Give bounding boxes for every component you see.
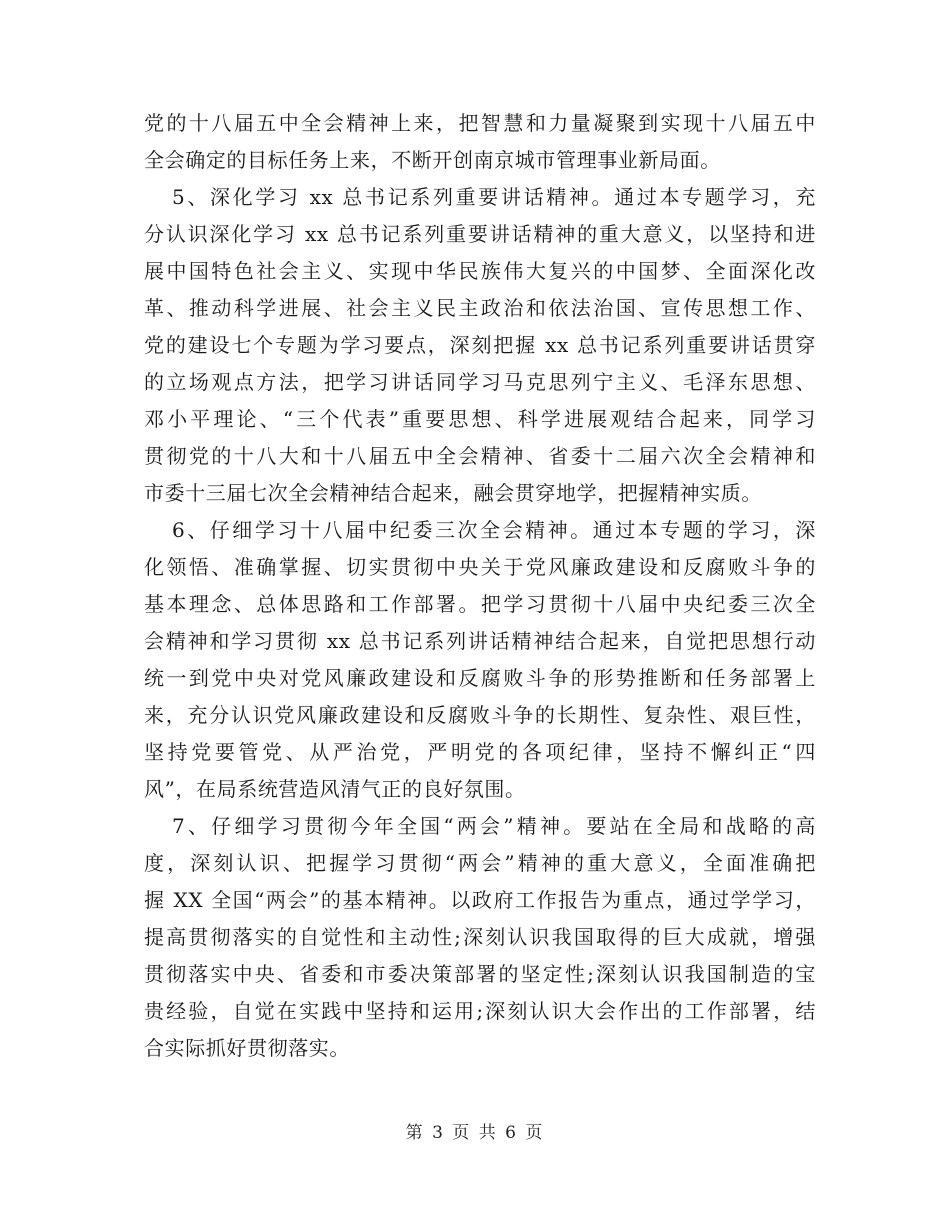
text-line: 的立场观点方法，把学习讲话同学习马克思列宁主义、毛泽东思想、 [144, 370, 816, 394]
text-line: 合实际抓好贯彻落实。 [144, 1036, 350, 1060]
text-line: 贯彻党的十八大和十八届五中全会精神、省委十二届六次全会精神和 [144, 444, 816, 468]
text-line: 来，充分认识党风廉政建设和反腐败斗争的长期性、复杂性、艰巨性， [144, 703, 816, 727]
text-line: 邓小平理论、“三个代表”重要思想、科学进展观结合起来，同学习 [144, 407, 816, 431]
page-number-footer: 第 3 页 共 6 页 [405, 1123, 545, 1143]
text-line: 展中国特色社会主义、实现中华民族伟大复兴的中国梦、全面深化改 [144, 259, 816, 283]
text-line: 党的十八届五中全会精神上来，把智慧和力量凝聚到实现十八届五中 [144, 111, 816, 135]
text-line: 全会确定的目标任务上来，不断开创南京城市管理事业新局面。 [144, 148, 721, 172]
text-line: 5、深化学习 xx 总书记系列重要讲话精神。通过本专题学习，充 [172, 185, 816, 209]
text-line: 坚持党要管党、从严治党，严明党的各项纪律，坚持不懈纠正“四 [144, 740, 816, 764]
text-line: 革、推动科学进展、社会主义民主政治和依法治国、宣传思想工作、 [144, 296, 816, 320]
text-line: 贵经验，自觉在实践中坚持和运用;深刻认识大会作出的工作部署，结 [144, 999, 816, 1023]
text-line: 党的建设七个专题为学习要点，深刻把握 xx 总书记系列重要讲话贯穿 [144, 333, 816, 357]
text-line: 会精神和学习贯彻 xx 总书记系列讲话精神结合起来，自觉把思想行动 [144, 629, 816, 653]
text-line: 分认识深化学习 xx 总书记系列重要讲话精神的重大意义，以坚持和进 [144, 222, 816, 246]
text-line: 市委十三届七次全会精神结合起来，融会贯穿地学，把握精神实质。 [144, 481, 762, 505]
text-line: 握 XX 全国“两会”的基本精神。以政府工作报告为重点，通过学学习， [144, 888, 816, 912]
text-line: 7、仔细学习贯彻今年全国“两会”精神。要站在全局和战略的高 [172, 814, 816, 838]
text-line: 提高贯彻落实的自觉性和主动性;深刻认识我国取得的巨大成就，增强 [144, 925, 816, 949]
text-line: 度，深刻认识、把握学习贯彻“两会”精神的重大意义，全面准确把 [144, 851, 816, 875]
text-line: 化领悟、准确掌握、切实贯彻中央关于党风廉政建设和反腐败斗争的 [144, 555, 816, 579]
text-line: 统一到党中央对党风廉政建设和反腐败斗争的形势推断和任务部署上 [144, 666, 816, 690]
document-body [144, 105, 816, 1067]
text-line: 风”，在局系统营造风清气正的良好氛围。 [144, 777, 526, 801]
text-line: 6、仔细学习十八届中纪委三次全会精神。通过本专题的学习，深 [172, 518, 816, 542]
text-line: 贯彻落实中央、省委和市委决策部署的坚定性;深刻认识我国制造的宝 [144, 962, 816, 986]
text-line: 基本理念、总体思路和工作部署。把学习贯彻十八届中央纪委三次全 [144, 592, 816, 616]
